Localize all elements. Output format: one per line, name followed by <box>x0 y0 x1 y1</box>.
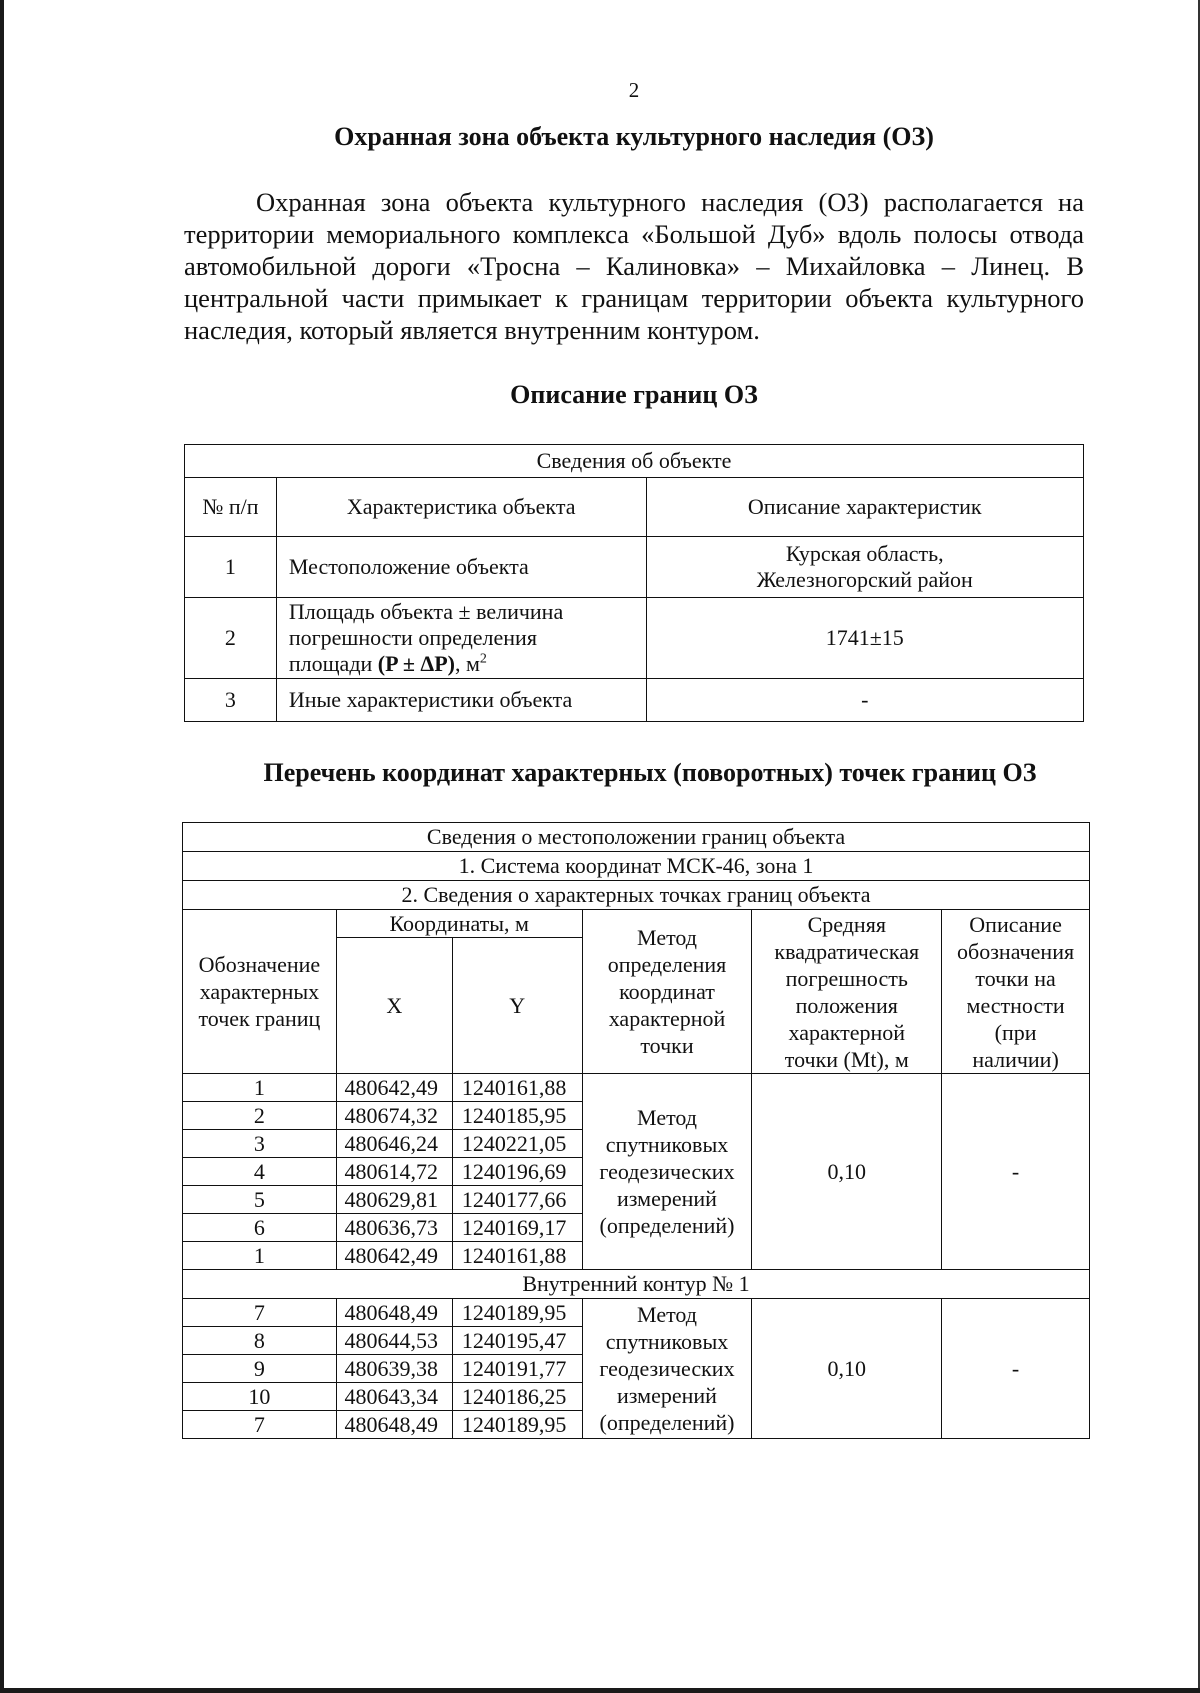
point-id: 7 <box>183 1411 337 1439</box>
scan-edge-left <box>0 0 4 1693</box>
point-x: 480648,49 <box>336 1299 452 1327</box>
point-id: 2 <box>183 1102 337 1130</box>
point-y: 1240191,77 <box>452 1355 582 1383</box>
point-id: 1 <box>183 1242 337 1270</box>
point-id: 1 <box>183 1074 337 1102</box>
inner-contour-title: Внутренний контур № 1 <box>183 1270 1090 1299</box>
point-x: 480642,49 <box>336 1242 452 1270</box>
point-y: 1240169,17 <box>452 1214 582 1242</box>
header-line: Метод <box>637 925 697 950</box>
col-header-x: X <box>336 938 452 1074</box>
heading-bounds: Описание границ ОЗ <box>510 380 758 409</box>
row-characteristic: Местоположение объекта <box>276 537 646 598</box>
row-num: 2 <box>185 598 277 679</box>
outer-description: - <box>942 1074 1090 1270</box>
row-num: 3 <box>185 679 277 722</box>
col-header-characteristic: Характеристика объекта <box>276 478 646 537</box>
point-id: 4 <box>183 1158 337 1186</box>
col-header-location-description <box>942 910 1090 1074</box>
header-line: Средняя <box>807 911 886 937</box>
method-line: Метод <box>637 1302 697 1327</box>
point-y: 1240185,95 <box>452 1102 582 1130</box>
point-y: 1240221,05 <box>452 1130 582 1158</box>
method-line: измерений <box>617 1186 717 1211</box>
header-line: погрешность <box>785 965 908 991</box>
row-characteristic: Иные характеристики объекта <box>276 679 646 722</box>
point-x: 480642,49 <box>336 1074 452 1102</box>
method-line: геодезических <box>599 1356 735 1381</box>
coords-points-title: 2. Сведения о характерных точках границ объекта <box>183 881 1090 910</box>
area-formula: (P ± ΔP) <box>377 651 455 676</box>
outer-method <box>582 1074 752 1270</box>
characteristic-line <box>289 651 646 677</box>
point-x: 480646,24 <box>336 1130 452 1158</box>
col-header-y: Y <box>452 938 582 1074</box>
header-line: характерной <box>608 1006 726 1031</box>
row-characteristic <box>276 598 646 679</box>
inner-method <box>582 1299 752 1439</box>
point-x: 480629,81 <box>336 1186 452 1214</box>
point-x: 480674,32 <box>336 1102 452 1130</box>
header-line: Описание <box>969 911 1062 937</box>
point-y: 1240189,95 <box>452 1411 582 1439</box>
point-x: 480614,72 <box>336 1158 452 1186</box>
point-id: 5 <box>183 1186 337 1214</box>
coords-table-title: Сведения о местоположении границ объекта <box>183 823 1090 852</box>
header-line: определения <box>607 952 727 977</box>
description-line: Курская область, <box>785 541 944 566</box>
header-line: наличии) <box>972 1046 1059 1072</box>
point-x: 480636,73 <box>336 1214 452 1242</box>
method-line: геодезических <box>599 1159 735 1184</box>
inner-error: 0,10 <box>752 1299 942 1439</box>
col-header-error <box>752 910 942 1074</box>
heading-zone: Охранная зона объекта культурного наследия (ОЗ) <box>334 122 934 151</box>
description-line: Железногорский район <box>756 567 973 592</box>
method-line: измерений <box>617 1383 717 1408</box>
point-y: 1240195,47 <box>452 1327 582 1355</box>
point-id: 8 <box>183 1327 337 1355</box>
point-y: 1240161,88 <box>452 1074 582 1102</box>
coords-system: 1. Система координат МСК-46, зона 1 <box>183 852 1090 881</box>
outer-error: 0,10 <box>752 1074 942 1270</box>
row-description <box>646 537 1084 598</box>
header-line: точки <box>640 1033 694 1058</box>
row-description: - <box>646 679 1084 722</box>
point-y: 1240177,66 <box>452 1186 582 1214</box>
object-table-title: Сведения об объекте <box>185 445 1084 478</box>
table-row <box>185 679 1084 722</box>
coordinates-table <box>182 822 1090 1439</box>
table-row <box>183 1299 1090 1327</box>
header-line: характерной <box>788 1019 906 1045</box>
inner-description: - <box>942 1299 1090 1439</box>
point-x: 480648,49 <box>336 1411 452 1439</box>
method-line: (определений) <box>599 1213 735 1238</box>
header-line: координат <box>619 979 715 1004</box>
header-line: характерных <box>199 979 320 1004</box>
point-x: 480644,53 <box>336 1327 452 1355</box>
point-x: 480643,34 <box>336 1383 452 1411</box>
table-row <box>183 1074 1090 1102</box>
point-id: 6 <box>183 1214 337 1242</box>
header-line: обозначения <box>957 938 1075 964</box>
col-header-designation <box>183 910 337 1074</box>
table-row <box>185 537 1084 598</box>
point-id: 9 <box>183 1355 337 1383</box>
point-id: 3 <box>183 1130 337 1158</box>
col-header-num: № п/п <box>185 478 277 537</box>
heading-coords: Перечень координат характерных (поворотных) точек границ ОЗ <box>263 758 1037 787</box>
point-id: 10 <box>183 1383 337 1411</box>
header-line: точки (Mt), м <box>784 1046 909 1072</box>
point-y: 1240189,95 <box>452 1299 582 1327</box>
col-header-description: Описание характеристик <box>646 478 1084 537</box>
method-line: (определений) <box>599 1410 735 1435</box>
row-description: 1741±15 <box>646 598 1084 679</box>
header-line: точек границ <box>198 1006 321 1031</box>
col-header-coordinates: Координаты, м <box>336 910 582 938</box>
header-line: квадратическая <box>774 938 920 964</box>
point-y: 1240161,88 <box>452 1242 582 1270</box>
page-number: 2 <box>628 78 640 102</box>
object-info-table <box>184 444 1084 722</box>
characteristic-line: погрешности определения <box>288 625 537 650</box>
method-line: спутниковых <box>605 1132 729 1157</box>
area-unit: , м <box>454 651 480 676</box>
point-id: 7 <box>183 1299 337 1327</box>
header-line: точки на <box>975 965 1056 991</box>
method-line: спутниковых <box>605 1329 729 1354</box>
table-row <box>185 598 1084 679</box>
area-unit-exponent: 2 <box>479 651 487 667</box>
header-line: положения <box>795 992 898 1018</box>
characteristic-line: Площадь объекта ± величина <box>288 599 564 624</box>
col-header-method <box>582 910 752 1074</box>
point-y: 1240186,25 <box>452 1383 582 1411</box>
header-line: (при <box>994 1019 1037 1045</box>
point-x: 480639,38 <box>336 1355 452 1383</box>
header-line: Обозначение <box>198 952 321 977</box>
point-y: 1240196,69 <box>452 1158 582 1186</box>
method-line: Метод <box>637 1105 697 1130</box>
scan-edge-bottom <box>0 1688 1200 1693</box>
header-line: местности <box>966 992 1065 1018</box>
area-label: площади <box>288 651 378 676</box>
intro-paragraph: Охранная зона объекта культурного наследия (ОЗ) располагается на территории мемориального комплекса «Большой Дуб» вдоль полосы отвода автомобильной дороги «Тросна – Калиновка» – Михайловка – Линец. В центральной части примыкает к границам территории объекта культурного наследия, который является внутренним контуром. <box>184 187 1084 345</box>
row-num: 1 <box>185 537 277 598</box>
